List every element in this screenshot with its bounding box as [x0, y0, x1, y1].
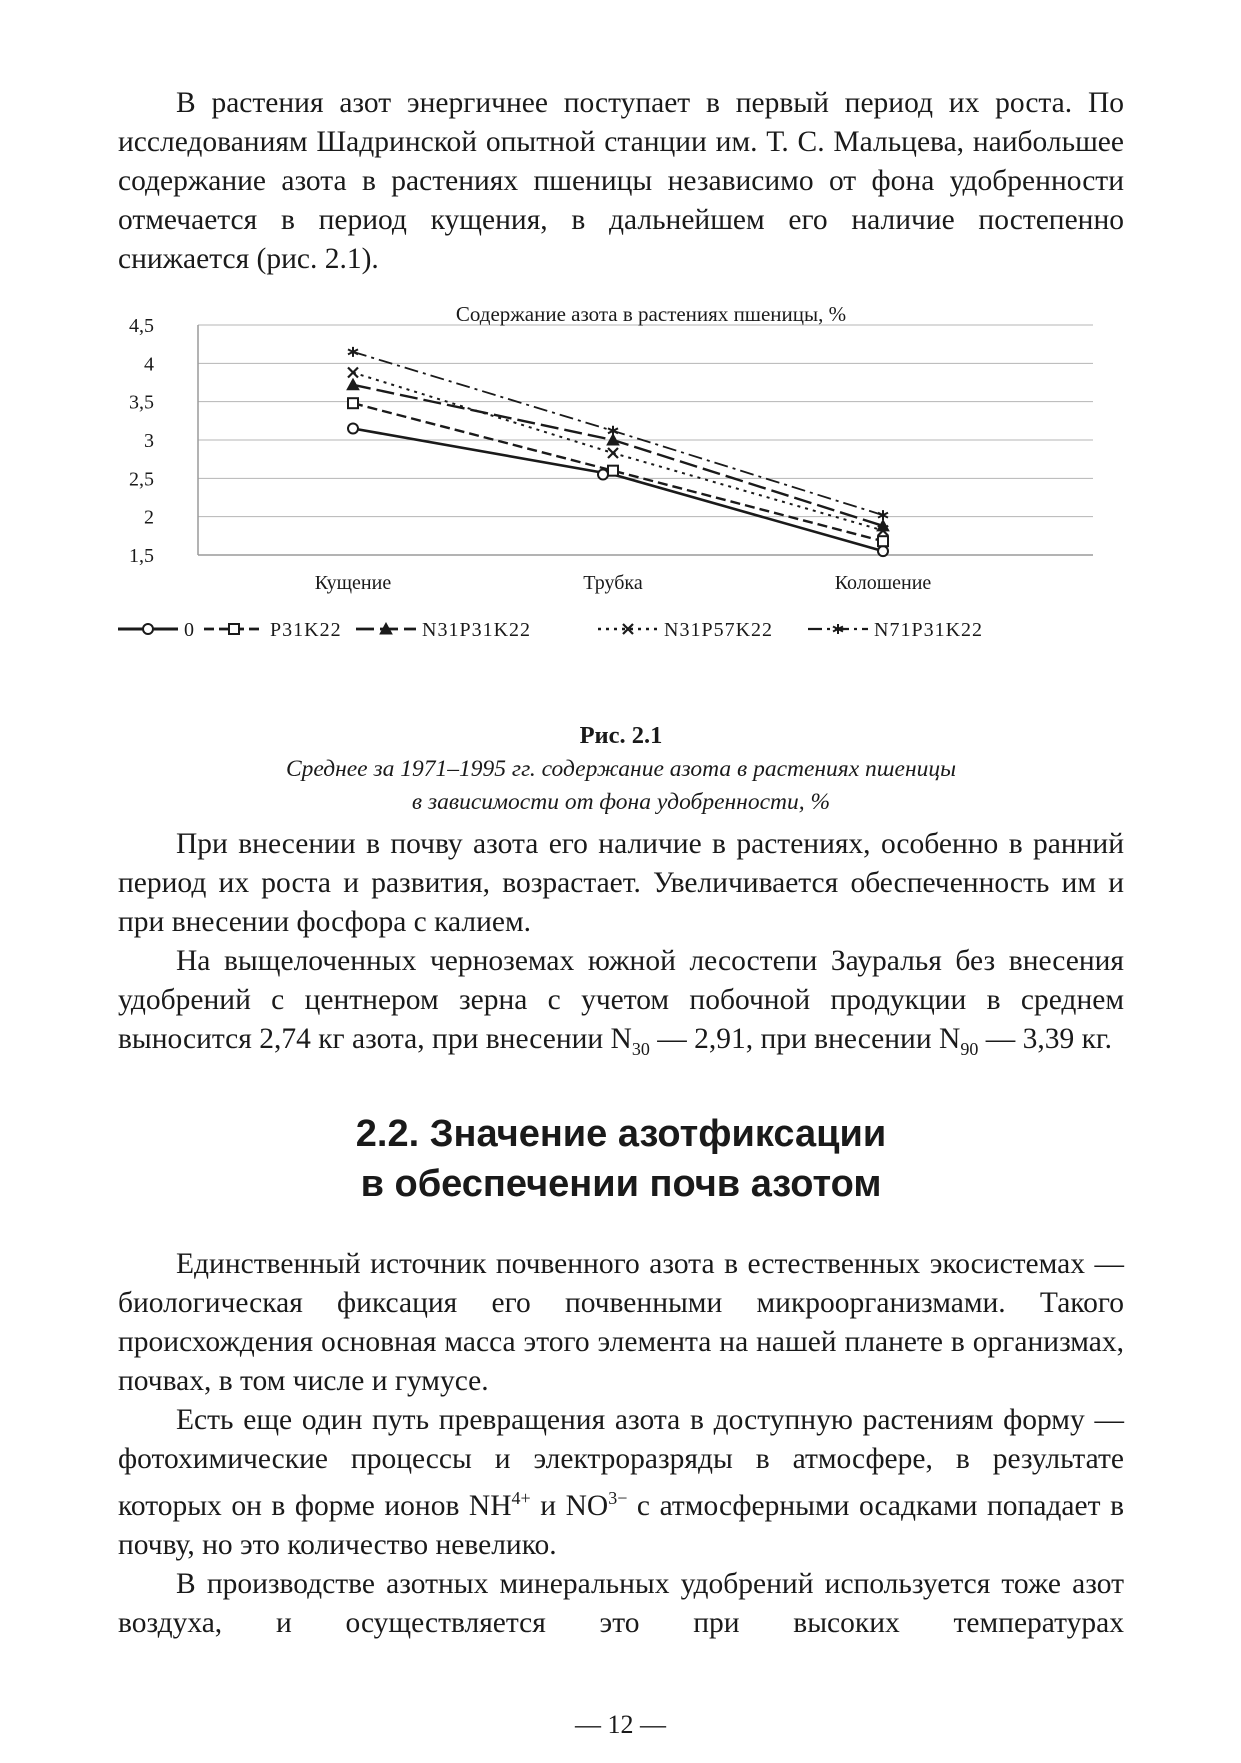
y-tick-label: 4 [144, 353, 154, 376]
data-point [598, 470, 608, 480]
marker-circle [348, 424, 358, 434]
marker-square [348, 398, 358, 408]
body-p2-part-a: На выщелоченных черноземах южной лесостепи Зауралья без внесения удобрений с центнером зерна с учетом побочной продукции в среднем выносится 2,74 кг азота, при внесении N [118, 945, 1124, 1055]
marker-x [348, 368, 358, 378]
marker-square [608, 466, 618, 476]
legend-label: 0 [184, 619, 195, 641]
data-point [347, 379, 359, 390]
section-p2-sup-no3: 3− [608, 1487, 628, 1508]
marker-square [229, 624, 239, 634]
x-tick-label: Трубка [583, 572, 643, 594]
section-title [118, 1109, 1124, 1209]
data-point [608, 466, 618, 476]
legend-item-N31P57K22 [598, 619, 773, 641]
data-point [348, 398, 358, 408]
data-point [878, 536, 888, 546]
x-tick-label: Колошение [834, 572, 932, 594]
series-N71P31K22 [348, 347, 888, 520]
body-p2-part-b: — 2,91, при внесении N [649, 1023, 961, 1055]
data-point [608, 448, 618, 458]
section-p2-part-a: Есть еще один путь превращения азота в доступную растениям форму — фотохимические процессы и электроразряды в атмосфере, в результате которых он в форме ионов NH [118, 1403, 1124, 1522]
y-tick-label: 4,5 [129, 315, 154, 337]
legend-label: N31P57K22 [664, 619, 774, 641]
marker-x [608, 448, 618, 458]
legend-label: N71P31K22 [874, 619, 984, 641]
series-line [353, 373, 883, 531]
data-point [348, 368, 358, 378]
section-title-line2: в обеспечении почв азотом [360, 1162, 882, 1205]
marker-star [878, 510, 888, 520]
marker-circle [143, 624, 153, 634]
chart-svg [118, 291, 1124, 709]
figure-number: Рис. 2.1 [579, 722, 663, 749]
x-tick-label: Кущение [314, 572, 392, 594]
body-p2-part-c: — 3,39 кг. [978, 1023, 1113, 1055]
data-point [348, 347, 358, 357]
body-p2-sub-30: 30 [631, 1038, 650, 1059]
figure-caption [118, 753, 1124, 819]
page-number: — 12 — [575, 1710, 666, 1739]
legend-item-0 [118, 619, 195, 641]
body-paragraph-2 [118, 942, 1124, 1069]
section-title-line1: 2.2. Значение азотфиксации [355, 1112, 887, 1155]
legend-label: P31K22 [270, 619, 342, 641]
figure-caption-line1: Среднее за 1971–1995 гг. содержание азота в растениях пшеницы [285, 756, 957, 782]
series-P31K22 [348, 398, 888, 546]
y-tick-label: 3 [144, 430, 154, 452]
body-paragraph-1: При внесении в почву азота его наличие в растениях, особенно в ранний период их роста и развития, возрастает. Увеличивается обеспеченность им и при внесении фосфора с калием. [118, 828, 1124, 938]
legend-marker [229, 624, 239, 634]
legend-marker [143, 624, 153, 634]
marker-star [608, 426, 618, 436]
data-point [878, 510, 888, 520]
section-p2-sup-nh4: 4+ [511, 1487, 531, 1508]
legend-item-N31P31K22 [356, 619, 531, 641]
y-tick-label: 2 [144, 506, 154, 529]
series-line [353, 352, 883, 515]
section-paragraph-2 [118, 1401, 1124, 1565]
section-paragraph-1: Единственный источник почвенного азота в естественных экосистемах — биологическая фиксация его почвенными микроорганизмами. Такого происхождения основная масса этого элемента на нашей планете в организмах, почвах, в том числе и гумусе. [118, 1247, 1124, 1397]
y-tick-label: 3,5 [129, 391, 154, 414]
marker-triangle [347, 379, 359, 390]
nitrogen-chart [118, 291, 1124, 709]
marker-circle [878, 546, 888, 556]
figure-caption-line2: в зависимости от фона удобренности, % [411, 789, 831, 815]
section-p2-part-c: с атмосферными осадками попадает в почву, но это количество невелико. [118, 1489, 1124, 1561]
page-content [118, 84, 1124, 1643]
chart-title: Содержание азота в растениях пшеницы, % [455, 302, 847, 326]
data-point [878, 546, 888, 556]
data-point [608, 426, 618, 436]
marker-circle [598, 470, 608, 480]
section-paragraph-3: В производстве азотных минеральных удобрений используется тоже азот воздуха, и осуществляется это при высоких температурах [118, 1567, 1124, 1639]
legend-item-N71P31K22 [808, 619, 983, 641]
data-point [348, 424, 358, 434]
marker-star [348, 347, 358, 357]
y-tick-label: 2,5 [129, 468, 154, 491]
section-p2-part-b: и NO [530, 1489, 609, 1522]
body-p2-sub-90: 90 [960, 1038, 979, 1059]
y-tick-label: 1,5 [129, 545, 154, 567]
legend-item-P31K22 [204, 619, 342, 641]
intro-paragraph: В растения азот энергичнее поступает в первый период их роста. По исследованиям Шадринской опытной станции им. Т. С. Мальцева, наибольшее содержание азота в растениях пшеницы независимо от фона удобренности отмечается в период кущения, в дальнейшем его наличие постепенно снижается (рис. 2.1). [118, 87, 1124, 275]
marker-square [878, 536, 888, 546]
series-N31P57K22 [348, 368, 888, 536]
legend-label: N31P31K22 [422, 619, 532, 641]
series-line [353, 385, 883, 526]
